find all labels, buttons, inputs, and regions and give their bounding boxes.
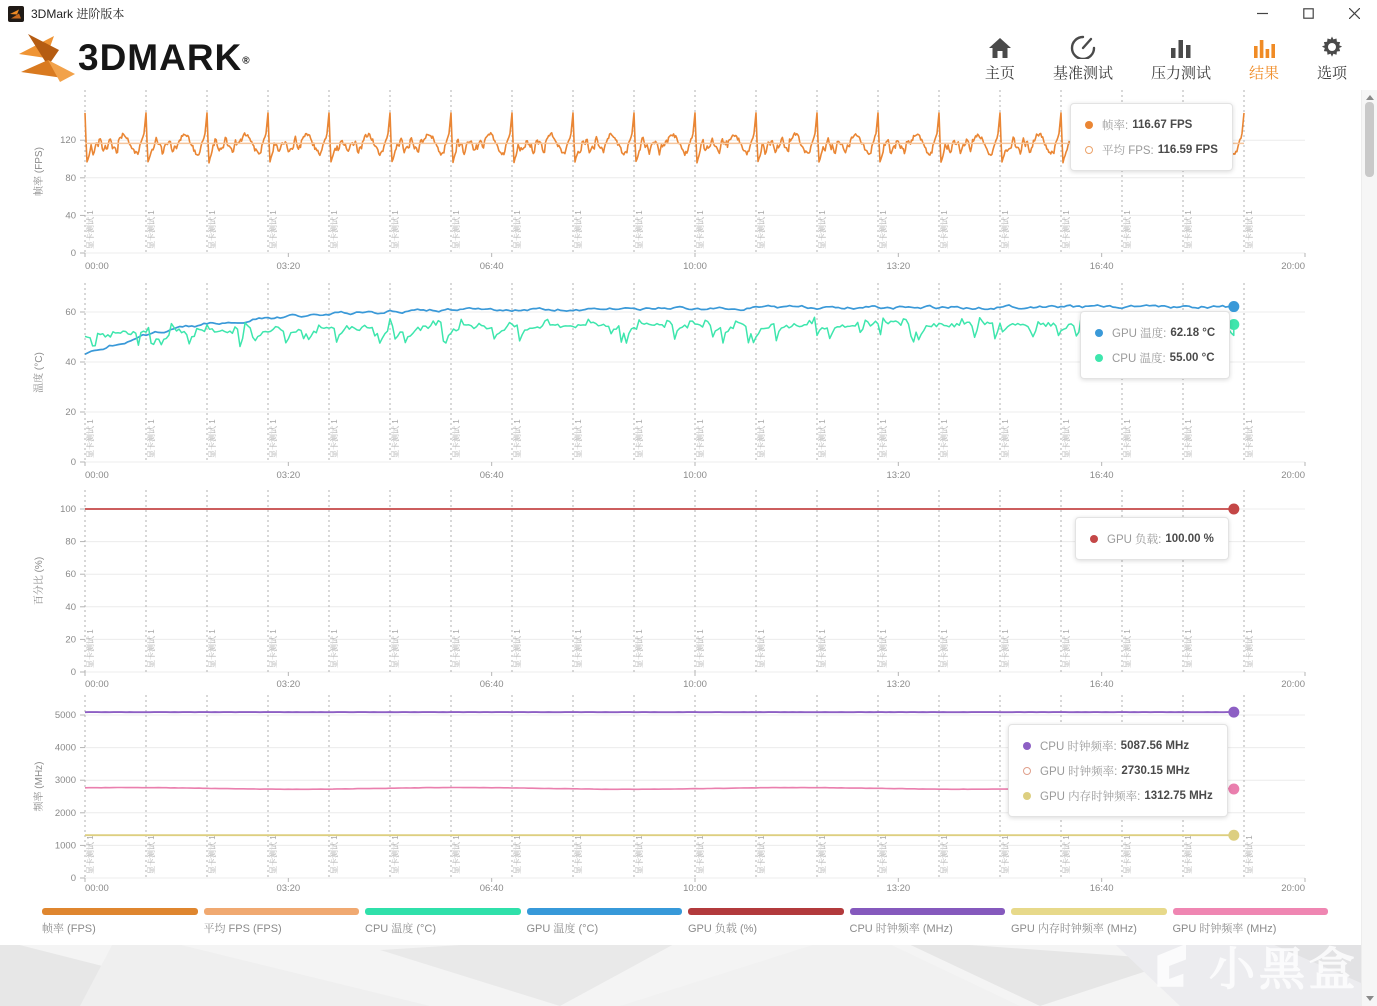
tooltip-row: GPU 时钟频率: 2730.15 MHz <box>1023 758 1213 783</box>
svg-text:20:00: 20:00 <box>1281 261 1305 272</box>
svg-text:40: 40 <box>65 357 76 368</box>
svg-text:10:00: 10:00 <box>683 679 707 690</box>
svg-text:显卡测试 1: 显卡测试 1 <box>147 210 156 249</box>
svg-text:显卡测试 1: 显卡测试 1 <box>696 629 705 668</box>
window-controls <box>1239 0 1377 27</box>
legend-color-bar <box>42 908 198 915</box>
svg-text:显卡测试 1: 显卡测试 1 <box>879 629 888 668</box>
nav-label-options: 选项 <box>1316 65 1347 82</box>
svg-text:显卡测试 1: 显卡测试 1 <box>879 419 888 458</box>
svg-text:显卡测试 1: 显卡测试 1 <box>391 419 400 458</box>
svg-text:20: 20 <box>65 407 76 418</box>
svg-text:20: 20 <box>65 634 76 646</box>
svg-text:显卡测试 1: 显卡测试 1 <box>574 629 583 668</box>
svg-text:0: 0 <box>70 667 76 678</box>
svg-text:显卡测试 1: 显卡测试 1 <box>330 419 339 458</box>
svg-text:显卡测试 1: 显卡测试 1 <box>208 210 217 249</box>
svg-text:显卡测试 1: 显卡测试 1 <box>635 210 644 249</box>
svg-text:显卡测试 1: 显卡测试 1 <box>391 835 400 874</box>
svg-text:显卡测试 1: 显卡测试 1 <box>1001 419 1010 458</box>
svg-text:显卡测试 1: 显卡测试 1 <box>574 835 583 874</box>
svg-text:百分比 (%): 百分比 (%) <box>34 556 45 606</box>
legend-color-bar <box>527 908 683 915</box>
svg-text:显卡测试 1: 显卡测试 1 <box>1062 835 1071 874</box>
svg-text:显卡测试 1: 显卡测试 1 <box>574 419 583 458</box>
svg-text:显卡测试 1: 显卡测试 1 <box>1123 835 1132 874</box>
svg-text:显卡测试 1: 显卡测试 1 <box>940 210 949 249</box>
tooltip-row: GPU 负载: 100.00 % <box>1090 526 1214 551</box>
svg-text:60: 60 <box>65 569 76 581</box>
nav-label-benchmark: 基准测试 <box>1052 65 1113 82</box>
svg-text:显卡测试 1: 显卡测试 1 <box>940 629 949 668</box>
logo-text: 3DMARK <box>78 37 243 78</box>
series-dot-icon <box>1023 767 1031 775</box>
svg-text:16:40: 16:40 <box>1089 883 1114 894</box>
legend-color-bar <box>1173 908 1329 915</box>
svg-text:显卡测试 1: 显卡测试 1 <box>757 629 766 668</box>
series-dot-icon <box>1090 535 1098 543</box>
svg-text:显卡测试 1: 显卡测试 1 <box>330 210 339 249</box>
legend-color-bar <box>204 908 360 915</box>
series-dot-icon <box>1023 742 1031 750</box>
svg-text:03:20: 03:20 <box>276 883 301 894</box>
clock-frequency-tooltip <box>1008 724 1228 817</box>
svg-text:03:20: 03:20 <box>276 470 301 481</box>
svg-text:显卡测试 1: 显卡测试 1 <box>940 419 949 458</box>
svg-text:显卡测试 1: 显卡测试 1 <box>452 210 461 249</box>
svg-text:显卡测试 1: 显卡测试 1 <box>1245 835 1254 874</box>
svg-text:20:00: 20:00 <box>1281 883 1305 894</box>
nav-item-benchmark[interactable] <box>1053 33 1113 83</box>
tooltip-row: GPU 温度: 62.18 °C <box>1095 320 1215 345</box>
svg-text:显卡测试 1: 显卡测试 1 <box>86 629 95 668</box>
svg-text:00:00: 00:00 <box>85 470 109 481</box>
nav-item-results[interactable] <box>1249 33 1279 83</box>
svg-text:13:20: 13:20 <box>886 470 911 481</box>
svg-text:60: 60 <box>65 307 76 318</box>
legend-label: CPU 时钟频率 (MHz) <box>849 923 953 935</box>
svg-text:帧率 (FPS): 帧率 (FPS) <box>34 147 45 196</box>
svg-text:显卡测试 1: 显卡测试 1 <box>269 419 278 458</box>
app-icon <box>8 6 24 22</box>
temperature-tooltip <box>1080 311 1230 379</box>
series-legend <box>42 908 1328 936</box>
svg-text:显卡测试 1: 显卡测试 1 <box>1062 419 1071 458</box>
svg-text:显卡测试 1: 显卡测试 1 <box>879 835 888 874</box>
triangle-up-icon <box>1366 95 1374 100</box>
svg-text:显卡测试 1: 显卡测试 1 <box>818 835 827 874</box>
triangle-down-icon <box>1366 996 1374 1001</box>
svg-text:显卡测试 1: 显卡测试 1 <box>513 629 522 668</box>
series-dot-icon <box>1095 354 1103 362</box>
svg-text:显卡测试 1: 显卡测试 1 <box>208 419 217 458</box>
speedometer-icon <box>1070 33 1096 59</box>
svg-text:10:00: 10:00 <box>683 883 707 894</box>
svg-text:0: 0 <box>70 873 76 884</box>
svg-text:13:20: 13:20 <box>886 883 911 894</box>
svg-text:显卡测试 1: 显卡测试 1 <box>452 629 461 668</box>
svg-text:显卡测试 1: 显卡测试 1 <box>147 835 156 874</box>
svg-text:06:40: 06:40 <box>479 470 504 481</box>
svg-text:80: 80 <box>65 536 76 548</box>
legend-color-bar <box>365 908 521 915</box>
svg-text:显卡测试 1: 显卡测试 1 <box>818 419 827 458</box>
svg-text:06:40: 06:40 <box>479 679 504 690</box>
3dmark-logo <box>18 33 250 83</box>
svg-text:4000: 4000 <box>54 742 76 754</box>
legend-color-bar <box>1011 908 1167 915</box>
scroll-down-button[interactable] <box>1362 991 1377 1006</box>
svg-text:显卡测试 1: 显卡测试 1 <box>269 210 278 249</box>
legend-item[interactable] <box>365 908 521 936</box>
window-title: 3DMark 进阶版本 <box>31 7 125 21</box>
svg-text:显卡测试 1: 显卡测试 1 <box>1123 210 1132 249</box>
svg-text:显卡测试 1: 显卡测试 1 <box>574 210 583 249</box>
results-chart-icon <box>1253 33 1275 59</box>
svg-text:2000: 2000 <box>54 807 76 819</box>
legend-color-bar <box>850 908 1006 915</box>
svg-text:显卡测试 1: 显卡测试 1 <box>391 210 400 249</box>
svg-text:显卡测试 1: 显卡测试 1 <box>696 210 705 249</box>
nav-label-stress-test: 压力测试 <box>1150 65 1211 82</box>
svg-text:16:40: 16:40 <box>1089 261 1114 272</box>
legend-label: CPU 温度 (°C) <box>365 923 437 935</box>
tooltip-row: CPU 温度: 55.00 °C <box>1095 345 1215 370</box>
svg-text:显卡测试 1: 显卡测试 1 <box>452 835 461 874</box>
svg-text:显卡测试 1: 显卡测试 1 <box>86 419 95 458</box>
svg-text:00:00: 00:00 <box>85 679 109 690</box>
gear-icon <box>1320 33 1344 59</box>
vertical-scrollbar[interactable] <box>1361 90 1377 1006</box>
svg-text:13:20: 13:20 <box>886 679 911 690</box>
svg-text:20:00: 20:00 <box>1281 470 1305 481</box>
svg-text:80: 80 <box>65 172 76 184</box>
svg-text:显卡测试 1: 显卡测试 1 <box>269 629 278 668</box>
svg-text:显卡测试 1: 显卡测试 1 <box>1001 835 1010 874</box>
home-icon <box>988 33 1012 59</box>
svg-text:5000: 5000 <box>54 710 76 721</box>
results-chart-panel <box>0 90 1362 945</box>
watermark-text: 小黑盒 <box>1209 943 1359 995</box>
svg-text:显卡测试 1: 显卡测试 1 <box>818 210 827 249</box>
svg-text:40: 40 <box>65 210 76 222</box>
svg-text:120: 120 <box>60 135 76 147</box>
svg-text:显卡测试 1: 显卡测试 1 <box>147 419 156 458</box>
scrollbar-thumb[interactable] <box>1365 102 1374 177</box>
svg-text:显卡测试 1: 显卡测试 1 <box>208 629 217 668</box>
legend-color-bar <box>688 908 844 915</box>
svg-text:3000: 3000 <box>54 775 76 787</box>
svg-text:显卡测试 1: 显卡测试 1 <box>940 835 949 874</box>
legend-item[interactable] <box>850 908 1006 936</box>
fps-tooltip <box>1070 103 1233 171</box>
svg-text:显卡测试 1: 显卡测试 1 <box>1123 419 1132 458</box>
series-dot-icon <box>1085 146 1093 154</box>
svg-text:13:20: 13:20 <box>886 261 911 272</box>
nav-item-stress-test[interactable] <box>1151 33 1211 83</box>
series-dot-icon <box>1085 121 1093 129</box>
svg-text:频率 (MHz): 频率 (MHz) <box>34 761 45 812</box>
legend-label: GPU 温度 (°C) <box>526 923 599 935</box>
svg-text:00:00: 00:00 <box>85 261 109 272</box>
header <box>0 27 1377 90</box>
legend-label: GPU 负载 (%) <box>688 923 758 935</box>
svg-text:显卡测试 1: 显卡测试 1 <box>1062 629 1071 668</box>
svg-text:显卡测试 1: 显卡测试 1 <box>757 419 766 458</box>
legend-item[interactable] <box>42 908 198 936</box>
minimize-button[interactable] <box>1239 0 1285 27</box>
close-button[interactable] <box>1331 0 1377 27</box>
legend-label: 帧率 (FPS) <box>42 923 96 935</box>
legend-item[interactable] <box>204 908 360 936</box>
svg-text:显卡测试 1: 显卡测试 1 <box>513 419 522 458</box>
nav-label-home: 主页 <box>984 65 1015 82</box>
tooltip-row: 平均 FPS: 116.59 FPS <box>1085 137 1218 162</box>
bar-chart-icon <box>1170 33 1192 59</box>
3dmark-flame-icon <box>18 33 76 83</box>
tooltip-row: GPU 内存时钟频率: 1312.75 MHz <box>1023 783 1213 808</box>
svg-text:显卡测试 1: 显卡测试 1 <box>147 629 156 668</box>
svg-text:显卡测试 1: 显卡测试 1 <box>696 419 705 458</box>
main-nav <box>947 33 1347 83</box>
svg-text:显卡测试 1: 显卡测试 1 <box>757 210 766 249</box>
svg-text:100: 100 <box>60 504 76 515</box>
logo-registered-mark: ® <box>242 55 250 67</box>
svg-text:0: 0 <box>70 457 76 468</box>
svg-text:20:00: 20:00 <box>1281 679 1305 690</box>
svg-text:00:00: 00:00 <box>85 883 109 894</box>
maximize-button[interactable] <box>1285 0 1331 27</box>
series-dot-icon <box>1095 329 1103 337</box>
nav-label-results: 结果 <box>1248 65 1279 82</box>
svg-text:显卡测试 1: 显卡测试 1 <box>269 835 278 874</box>
svg-text:显卡测试 1: 显卡测试 1 <box>513 210 522 249</box>
svg-text:显卡测试 1: 显卡测试 1 <box>635 419 644 458</box>
tooltip-row: 帧率: 116.67 FPS <box>1085 112 1218 137</box>
svg-text:显卡测试 1: 显卡测试 1 <box>635 629 644 668</box>
gpu-load-tooltip <box>1075 517 1229 560</box>
nav-item-options[interactable] <box>1317 33 1347 83</box>
legend-label: GPU 时钟频率 (MHz) <box>1172 923 1277 935</box>
svg-text:显卡测试 1: 显卡测试 1 <box>208 835 217 874</box>
svg-text:显卡测试 1: 显卡测试 1 <box>330 629 339 668</box>
svg-text:1000: 1000 <box>54 840 76 852</box>
svg-text:显卡测试 1: 显卡测试 1 <box>1245 210 1254 249</box>
svg-text:显卡测试 1: 显卡测试 1 <box>696 835 705 874</box>
svg-text:03:20: 03:20 <box>276 261 301 272</box>
svg-text:显卡测试 1: 显卡测试 1 <box>1245 629 1254 668</box>
svg-text:16:40: 16:40 <box>1089 470 1114 481</box>
svg-text:显卡测试 1: 显卡测试 1 <box>1001 210 1010 249</box>
svg-text:06:40: 06:40 <box>479 883 504 894</box>
svg-text:06:40: 06:40 <box>479 261 504 272</box>
svg-text:显卡测试 1: 显卡测试 1 <box>1001 629 1010 668</box>
svg-text:显卡测试 1: 显卡测试 1 <box>86 210 95 249</box>
svg-text:03:20: 03:20 <box>276 679 301 690</box>
legend-item[interactable] <box>527 908 683 936</box>
svg-text:显卡测试 1: 显卡测试 1 <box>1062 210 1071 249</box>
svg-text:显卡测试 1: 显卡测试 1 <box>1184 835 1193 874</box>
titlebar <box>0 0 1377 27</box>
legend-item[interactable] <box>688 908 844 936</box>
svg-text:温度 (°C): 温度 (°C) <box>34 352 45 393</box>
heybox-watermark <box>1147 933 1359 999</box>
svg-text:显卡测试 1: 显卡测试 1 <box>757 835 766 874</box>
svg-text:显卡测试 1: 显卡测试 1 <box>1184 210 1193 249</box>
svg-text:显卡测试 1: 显卡测试 1 <box>1184 419 1193 458</box>
svg-text:显卡测试 1: 显卡测试 1 <box>1123 629 1132 668</box>
heybox-logo-icon <box>1147 940 1199 992</box>
svg-text:显卡测试 1: 显卡测试 1 <box>86 835 95 874</box>
legend-label: GPU 内存时钟频率 (MHz) <box>1011 923 1137 935</box>
svg-text:0: 0 <box>70 248 76 259</box>
svg-text:显卡测试 1: 显卡测试 1 <box>452 419 461 458</box>
svg-text:显卡测试 1: 显卡测试 1 <box>879 210 888 249</box>
legend-item[interactable] <box>1011 908 1167 936</box>
svg-text:显卡测试 1: 显卡测试 1 <box>1245 419 1254 458</box>
svg-text:16:40: 16:40 <box>1089 679 1114 690</box>
legend-label: 平均 FPS (FPS) <box>203 923 282 935</box>
nav-item-home[interactable] <box>985 33 1015 83</box>
svg-text:显卡测试 1: 显卡测试 1 <box>1184 629 1193 668</box>
svg-text:显卡测试 1: 显卡测试 1 <box>635 835 644 874</box>
tooltip-row: CPU 时钟频率: 5087.56 MHz <box>1023 733 1213 758</box>
svg-text:显卡测试 1: 显卡测试 1 <box>513 835 522 874</box>
svg-text:10:00: 10:00 <box>683 261 707 272</box>
svg-text:显卡测试 1: 显卡测试 1 <box>818 629 827 668</box>
series-dot-icon <box>1023 792 1031 800</box>
svg-text:显卡测试 1: 显卡测试 1 <box>391 629 400 668</box>
svg-text:40: 40 <box>65 601 76 613</box>
legend-item[interactable] <box>1173 908 1329 936</box>
svg-text:10:00: 10:00 <box>683 470 707 481</box>
svg-text:显卡测试 1: 显卡测试 1 <box>330 835 339 874</box>
